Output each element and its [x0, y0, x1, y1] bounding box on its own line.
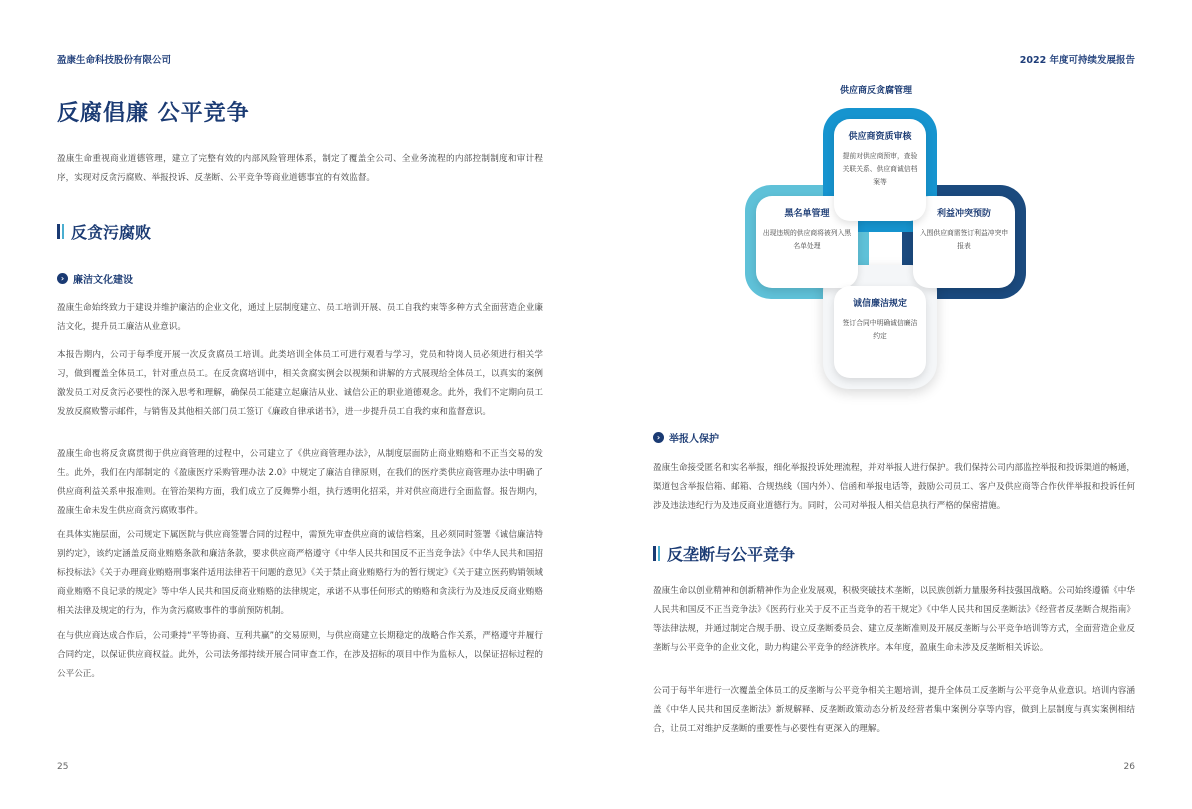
subsection-whistleblower	[653, 430, 719, 445]
paragraph: 盈康生命以创业精神和创新精神作为企业发展观，积极突破技术垄断，以民族创新力量服务科技强国战略。公司始终遵循《中华人民共和国反不正当竞争法》《医药行业关于反不正当竞争的若干规定》《中华人民共和国反垄断法》《经营者反垄断合规指南》等法律法规，并通过制定合规手册、设立反垄断委员会、建立反垄断准则及开展反垄断与公平竞争培训等方式，全面营造企业反垄断与公平竞争的企业文化，助力构建公平竞争的经济秩序。本年度，盈康生命未涉及反垄断相关诉讼。	[653, 586, 1135, 653]
qualification-title: 供应商资质审核	[848, 132, 912, 142]
integrity-title: 诚信廉洁规定	[852, 299, 907, 309]
section-title-text: 反垄断与公平竞争	[667, 545, 796, 564]
section-bar	[57, 224, 60, 239]
page-number-right: 26	[1123, 762, 1135, 772]
chevron-right-icon: ›	[653, 432, 664, 443]
integrity-desc: 签订合同中明确诚信廉洁约定	[842, 319, 918, 340]
blacklist-title: 黑名单管理	[784, 209, 830, 219]
subsection-title-text: 廉洁文化建设	[73, 275, 133, 286]
paragraph: 盈康生命接受匿名和实名举报，细化举报投诉处理流程，并对举报人进行保护。我们保持公司内部监控举报和投诉渠道的畅通，渠道包含举报信箱、邮箱、合规热线（国内外）、信函和举报电话等，鼓励公司员工、客户及供应商等合作伙伴举报和投诉任何涉及违法违纪行为及违反商业道德行为。同时，公司对举报人相关信息执行严格的保密措施。	[653, 463, 1135, 511]
section-bar-accent	[658, 546, 660, 561]
subsection-title-text: 举报人保护	[669, 434, 719, 445]
section-bar-accent	[62, 224, 64, 239]
qualification-desc: 提前对供应商预审，查验关联关系、供应商诚信档案等	[842, 152, 918, 186]
company-name: 盈康生命科技股份有限公司	[57, 55, 172, 66]
paragraph: 在具体实施层面，公司规定下属医院与供应商签署合同的过程中，需预先审查供应商的诚信档案，且必须同时签署《诚信廉洁特别约定》，该约定涵盖反商业贿赂条款和廉洁条款，要求供应商严格遵守《中华人民共和国反不正当竞争法》《中华人民共和国招标投标法》《关于办理商业贿赂刑事案件适用法律若干问题的意见》《关于禁止商业贿赂行为的暂行规定》《关于建立医药购销领域商业贿赂不良记录的规定》等中华人民共和国反商业贿赂的法律规定，承诺不从事任何形式的贿赂和贪渎行为及违反反商业贿赂相关法律及规定的行为，作为贪污腐败事件的事前预防机制。	[57, 530, 543, 616]
conflict-desc: 入围供应商需签订利益冲突申报表	[919, 229, 1009, 250]
subsection-integrity-culture	[57, 271, 133, 286]
diagram-title: 供应商反贪腐管理	[840, 86, 913, 96]
chevron-right-icon: ›	[57, 273, 68, 284]
paragraph: 本报告期内，公司于每季度开展一次反贪腐员工培训。此类培训全体员工可进行观看与学习，党员和特岗人员必须进行相关学习，做到覆盖全体员工，针对重点员工。在反贪腐培训中，相关贪腐实例会以视频和讲解的方式展现给全体员工，以真实的案例激发员工对反贪污必要性的深入思考和理解，确保员工能建立起廉洁从业、诚信公正的职业道德观念。此外，我们不定期向员工发放反腐败警示邮件，与销售及其他相关部门员工签订《廉政自律承诺书》，进一步提升员工自我约束和监督意识。	[57, 350, 543, 417]
page-number-left: 25	[57, 762, 69, 772]
intro-paragraph: 盈康生命重视商业道德管理，建立了完整有效的内部风险管理体系，制定了覆盖全公司、全业务流程的内部控制制度和审计程序，实现对反贪污腐败、举报投诉、反垄断、公平竞争等商业道德事宜的有效监督。	[57, 154, 543, 183]
section-anticorruption	[57, 220, 151, 243]
section-title-text: 反贪污腐败	[71, 223, 152, 242]
paragraph: 盈康生命也将反贪腐贯彻于供应商管理的过程中，公司建立了《供应商管理办法》，从制度层面防止商业贿赂和不正当交易的发生。此外，我们在内部制定的《盈康医疗采购管理办法 2.0》中规定了廉洁自律原则，在我们的医疗类供应商管理办法中明确了供应商利益关系申报准则。在管治架构方面，我们成立了反舞弊小组，执行透明化招采，并对供应商进行全面监督。报告期内，盈康生命未发生供应商贪污腐败事件。	[57, 449, 543, 516]
report-title: 2022 年度可持续发展报告	[1019, 55, 1135, 66]
section-bar	[653, 546, 656, 561]
conflict-box	[913, 196, 1015, 288]
blacklist-desc: 出现违规的供应商将被列入黑名单处理	[762, 229, 852, 250]
page-title: 反腐倡廉 公平竞争	[57, 101, 250, 126]
integrity-box	[834, 286, 926, 378]
paragraph: 盈康生命始终致力于建设并维护廉洁的企业文化，通过上层制度建立、员工培训开展、员工自我约束等多种方式全面营造企业廉洁文化，提升员工廉洁从业意识。	[57, 303, 543, 332]
section-antimonopoly	[653, 542, 795, 565]
conflict-title: 利益冲突预防	[936, 209, 991, 219]
qualification-box	[834, 119, 926, 221]
paragraph: 公司于每半年进行一次覆盖全体员工的反垄断与公平竞争相关主题培训，提升全体员工反垄断与公平竞争从业意识。培训内容涵盖《中华人民共和国反垄断法》新规解释、反垄断政策动态分析及经营者集中案例分享等内容，做到上层制度与真实案例相结合，让员工对维护反垄断的重要性与必要性有更深入的理解。	[653, 686, 1135, 734]
paragraph: 在与供应商达成合作后，公司秉持“平等协商、互利共赢”的交易原则，与供应商建立长期稳定的战略合作关系，严格遵守并履行合同约定，以保证供应商权益。此外，公司法务部持续开展合同审查工作，在涉及招标的项目中作为监标人，以保证招标过程的公平公正。	[57, 631, 543, 679]
